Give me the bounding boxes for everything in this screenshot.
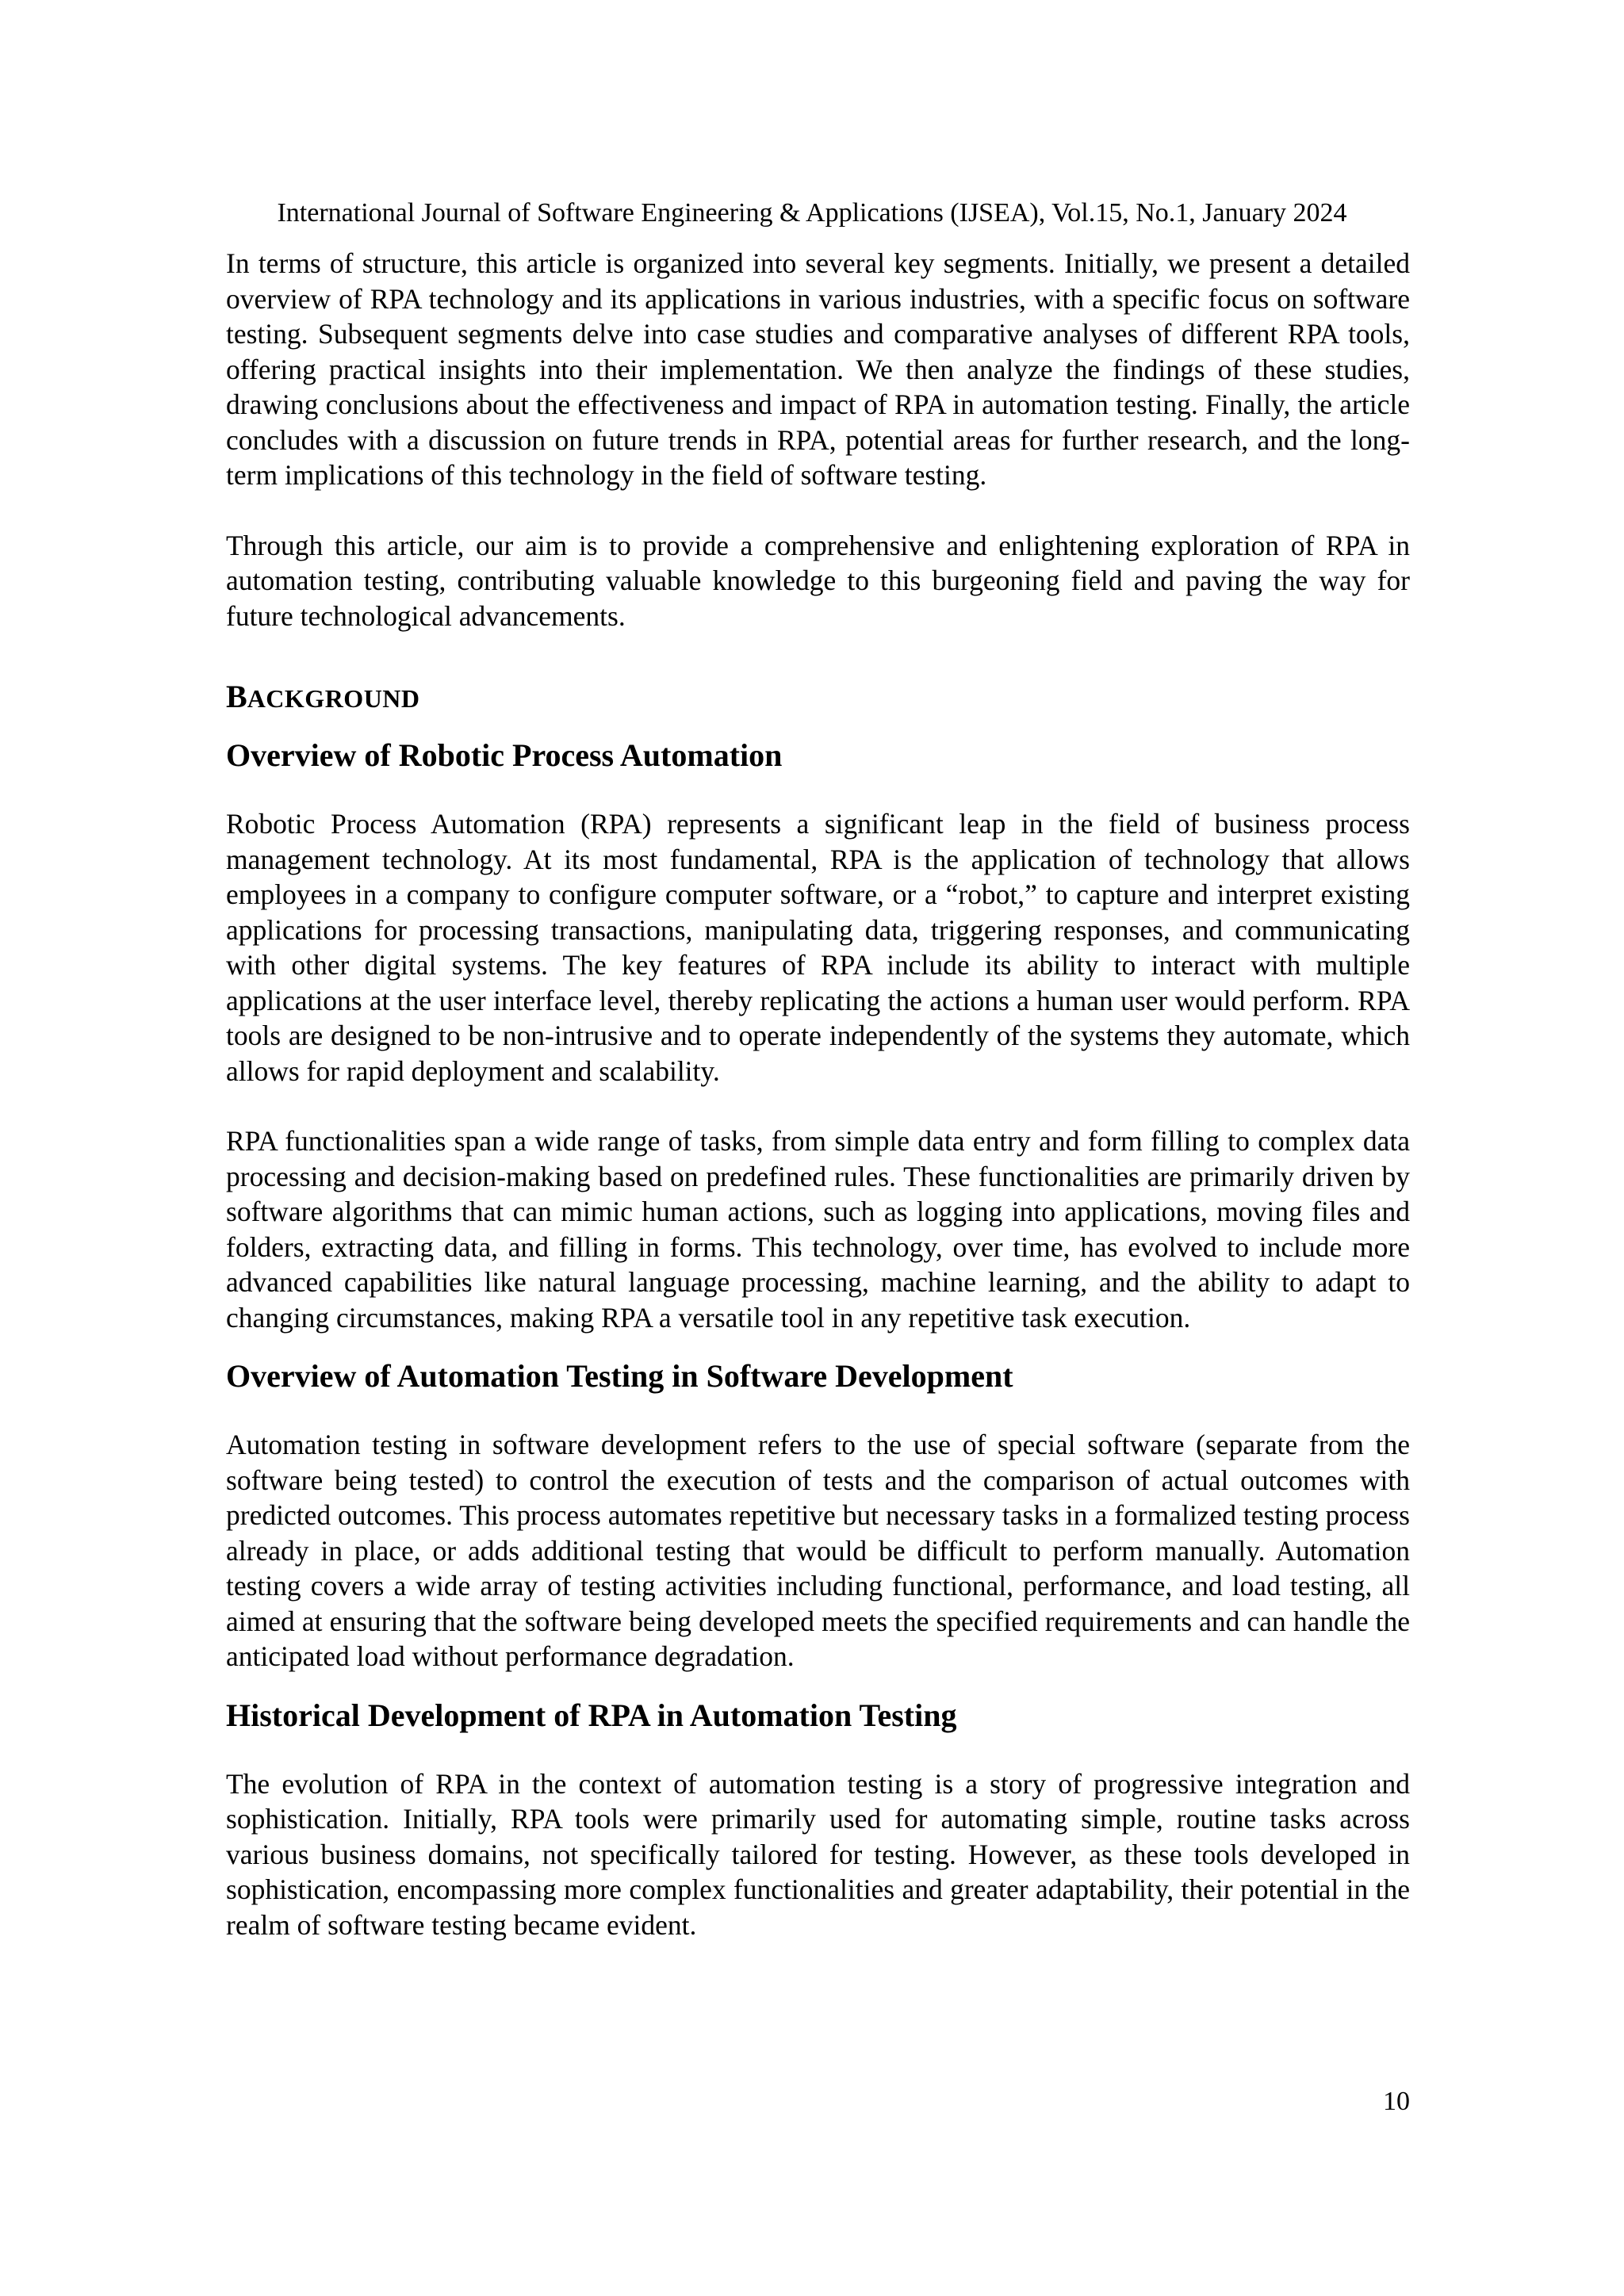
subsection-heading-historical-development: Historical Development of RPA in Automation Testing — [226, 1697, 957, 1733]
running-header: International Journal of Software Engineering & Applications (IJSEA), Vol.15, No.1, January 2024 — [277, 198, 1347, 228]
section-heading-background — [226, 678, 1410, 718]
subsection-heading-rpa-overview: Overview of Robotic Process Automation — [226, 737, 783, 773]
page-number: 10 — [1383, 2087, 1410, 2116]
rpa-overview-paragraph-1: Robotic Process Automation (RPA) represents a significant leap in the field of business process management technology. At its most fundamental, RPA is the application of technology that allows employees in a company to configure computer software, or a “robot,” to capture and interpret existing applications for processing transactions, manipulating data, triggering responses, and communicating with other digital systems. The key features of RPA include its ability to interact with multiple applications at the user interface level, thereby replicating the actions a human user would perform. RPA tools are designed to be non-intrusive and to operate independently of the systems they automate, which allows for rapid deployment and scalability. — [226, 808, 1410, 1087]
subsection-heading-automation-testing: Overview of Automation Testing in Software Development — [226, 1358, 1013, 1394]
intro-paragraph-1: In terms of structure, this article is organized into several key segments. Initially, we present a detailed overview of RPA technology and its applications in various industries, with a specific focus on software testing. Subsequent segments delve into case studies and comparative analyses of different RPA tools, offering practical insights into their implementation. We then analyze the findings of these studies, drawing conclusions about the effectiveness and impact of RPA in automation testing. Finally, the article concludes with a discussion on future trends in RPA, potential areas for further research, and the long-term implications of this technology in the field of software testing. — [226, 247, 1410, 491]
rpa-overview-paragraph-2: RPA functionalities span a wide range of tasks, from simple data entry and form filling to complex data processing and decision-making based on predefined rules. These functionalities are primarily driven by software algorithms that can mimic human actions, such as logging into applications, moving files and folders, extracting data, and filling in forms. This technology, over time, has evolved to include more advanced capabilities like natural language processing, machine learning, and the ability to adapt to changing circumstances, making RPA a versatile tool in any repetitive task execution. — [226, 1125, 1410, 1334]
page-body — [226, 246, 1410, 1977]
intro-paragraph-2: Through this article, our aim is to provide a comprehensive and enlightening exploration of RPA in automation testing, contributing valuable knowledge to this burgeoning field and paving the way for future technological advancements. — [226, 529, 1410, 632]
section-heading-rest: ACKGROUND — [247, 684, 420, 713]
historical-development-paragraph: The evolution of RPA in the context of automation testing is a story of progressive integration and sophistication. Initially, RPA tools were primarily used for automating simple, routine tasks across various business domains, not specifically tailored for testing. However, as these tools developed in sophistication, encompassing more complex functionalities and greater adaptability, their potential in the realm of software testing became evident. — [226, 1767, 1410, 1941]
automation-testing-paragraph: Automation testing in software development refers to the use of special software (separate from the software being tested) to control the execution of tests and the comparison of actual outcomes with predicted outcomes. This process automates repetitive but necessary tasks in a formalized testing process already in place, or adds additional testing that would be difficult to perform manually. Automation testing covers a wide array of testing activities including functional, performance, and load testing, all aimed at ensuring that the software being developed meets the specified requirements and can handle the anticipated load without performance degradation. — [226, 1429, 1410, 1672]
section-heading-initial: B — [226, 679, 247, 714]
